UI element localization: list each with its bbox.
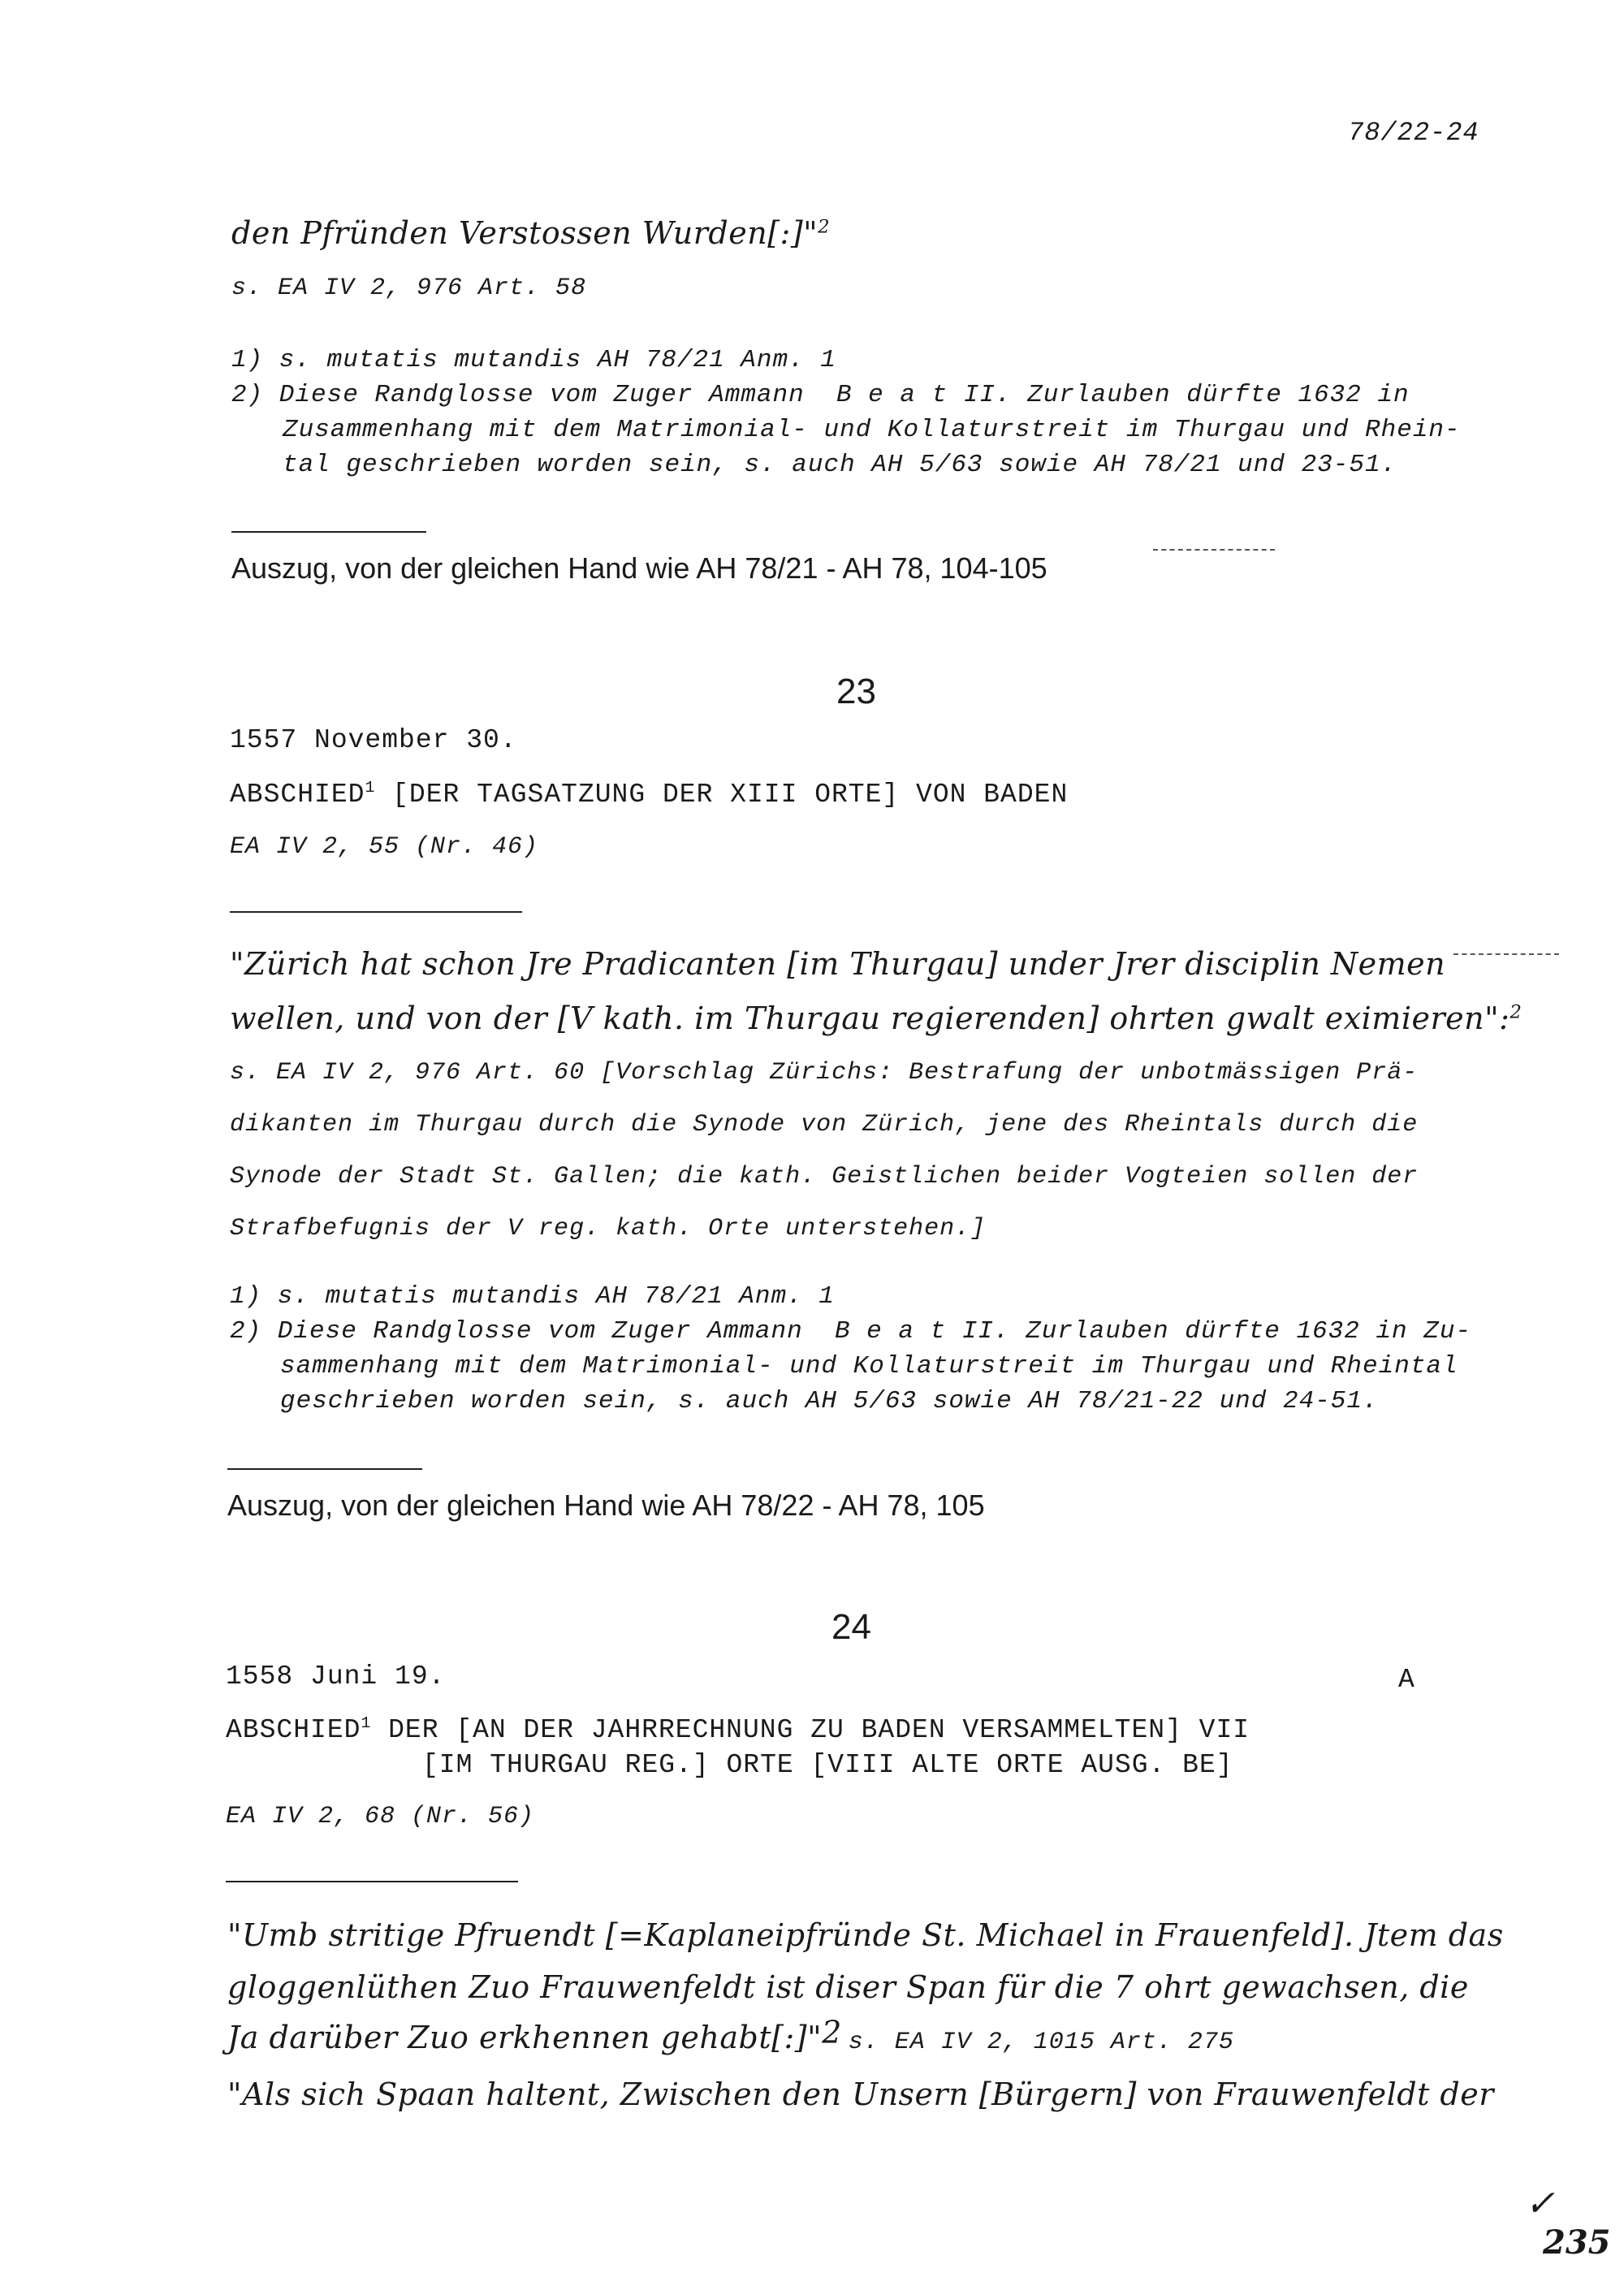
quote-with-reference: Ja darüber Zuo erkhennen gehabt[:]"$^2$ s. EA IV 2, 1015 Art. 275	[227, 2014, 1234, 2056]
handwritten-quote-line: "Umb stritige Pfruendt [=Kaplaneipfründe St. Michael in Frauenfeld]. Jtem das	[227, 1917, 1504, 1953]
handwritten-quote-line: "Als sich Spaan haltent, Zwischen den Unsern [Bürgern] von Frauwenfeldt der	[227, 2076, 1494, 2112]
excerpt-line: Auszug, von der gleichen Hand wie AH 78/22 - AH 78, 105	[227, 1489, 985, 1522]
reference-line: s. EA IV 2, 1015 Art. 275	[848, 2029, 1234, 2056]
entry-title-line-2: [IM THURGAU REG.] ORTE [VIII ALTE ORTE AUSG. BE]	[422, 1750, 1233, 1780]
person-name: B e a t II.	[834, 1317, 1010, 1346]
handwritten-quote-line: "Zürich hat schon Jre Pradicanten [im Thurgau] under Jrer disciplin Nemen	[230, 946, 1446, 982]
source-reference: EA IV 2, 55 (Nr. 46)	[230, 833, 539, 861]
separator-rule	[231, 531, 426, 533]
footnote-2-line-1: 2) Diese Randglosse vom Zuger Ammann B e a t II. Zurlauben dürfte 1632 in	[231, 381, 1410, 409]
footnote-2-line-3: tal geschrieben worden sein, s. auch AH 5/63 sowie AH 78/21 und 23-51.	[283, 451, 1397, 479]
person-name: B e a t II.	[836, 381, 1012, 409]
footnote-2-line-2: Zusammenhang mit dem Matrimonial- und Kollaturstreit im Thurgau und Rhein-	[283, 416, 1461, 444]
separator-rule	[227, 1468, 422, 1470]
entry-number: 23	[836, 672, 876, 711]
footnote-1: 1) s. mutatis mutandis AH 78/21 Anm. 1	[230, 1282, 835, 1311]
footnote-2-line-3: geschrieben worden sein, s. auch AH 5/63 sowie AH 78/21-22 und 24-51.	[280, 1387, 1379, 1415]
page-folio-mark: 235	[1543, 2223, 1611, 2262]
handwritten-quote-line: wellen, und von der [V kath. im Thurgau regierenden] ohrten gwalt eximieren":$^2$	[230, 1000, 1522, 1036]
dashed-mark	[1153, 549, 1275, 551]
footnote-2-line-2: sammenhang mit dem Matrimonial- und Kollaturstreit im Thurgau und Rheintal	[280, 1352, 1458, 1381]
footnote-marker: 1	[361, 1714, 372, 1732]
reference-line: Strafbefugnis der V reg. kath. Orte unterstehen.]	[230, 1215, 987, 1242]
reference-line: Synode der Stadt St. Gallen; die kath. Geistlichen beider Vogteien sollen der	[230, 1163, 1419, 1191]
footnote-2-line-1: 2) Diese Randglosse vom Zuger Ammann B e a t II. Zurlauben dürfte 1632 in Zu-	[230, 1317, 1472, 1346]
reference-line: s. EA IV 2, 976 Art. 58	[231, 274, 587, 302]
excerpt-line: Auszug, von der gleichen Hand wie AH 78/21 - AH 78, 104-105	[231, 551, 1047, 585]
dashed-mark	[1453, 953, 1559, 955]
handwritten-quote-line: gloggenlüthen Zuo Frauwenfeldt ist diser Span für die 7 ohrt gewachsen, die	[227, 1969, 1469, 2005]
reference-line: dikanten im Thurgau durch die Synode von Zürich, jene des Rheintals durch die	[230, 1111, 1419, 1139]
entry-title: ABSCHIED$^1$ [DER TAGSATZUNG DER XIII ORTE] VON BADEN	[230, 779, 1069, 810]
source-reference: EA IV 2, 68 (Nr. 56)	[226, 1803, 535, 1830]
entry-date: 1557 November 30.	[230, 725, 517, 755]
footnote-marker: 2	[1510, 1001, 1522, 1023]
footnote-marker: 2	[822, 2014, 842, 2050]
entry-number: 24	[831, 1607, 871, 1647]
check-mark-icon: ✓	[1525, 2183, 1555, 2224]
handwritten-quote-line: den Pfründen Verstossen Wurden[:]"$^2$	[231, 215, 831, 251]
separator-rule	[226, 1881, 518, 1882]
entry-marker: A	[1398, 1665, 1415, 1695]
footnote-1: 1) s. mutatis mutandis AH 78/21 Anm. 1	[231, 346, 836, 374]
footnote-marker: 1	[365, 779, 376, 797]
page-reference: 78/22-24	[1348, 118, 1479, 148]
separator-rule	[230, 911, 522, 913]
entry-date: 1558 Juni 19.	[226, 1662, 446, 1692]
entry-title: ABSCHIED$^1$ DER [AN DER JAHRRECHNUNG ZU BADEN VERSAMMELTEN] VII	[226, 1714, 1250, 1745]
reference-line: s. EA IV 2, 976 Art. 60 [Vorschlag Zürichs: Bestrafung der unbotmässigen Prä-	[230, 1059, 1419, 1087]
footnote-marker: 2	[818, 216, 831, 238]
